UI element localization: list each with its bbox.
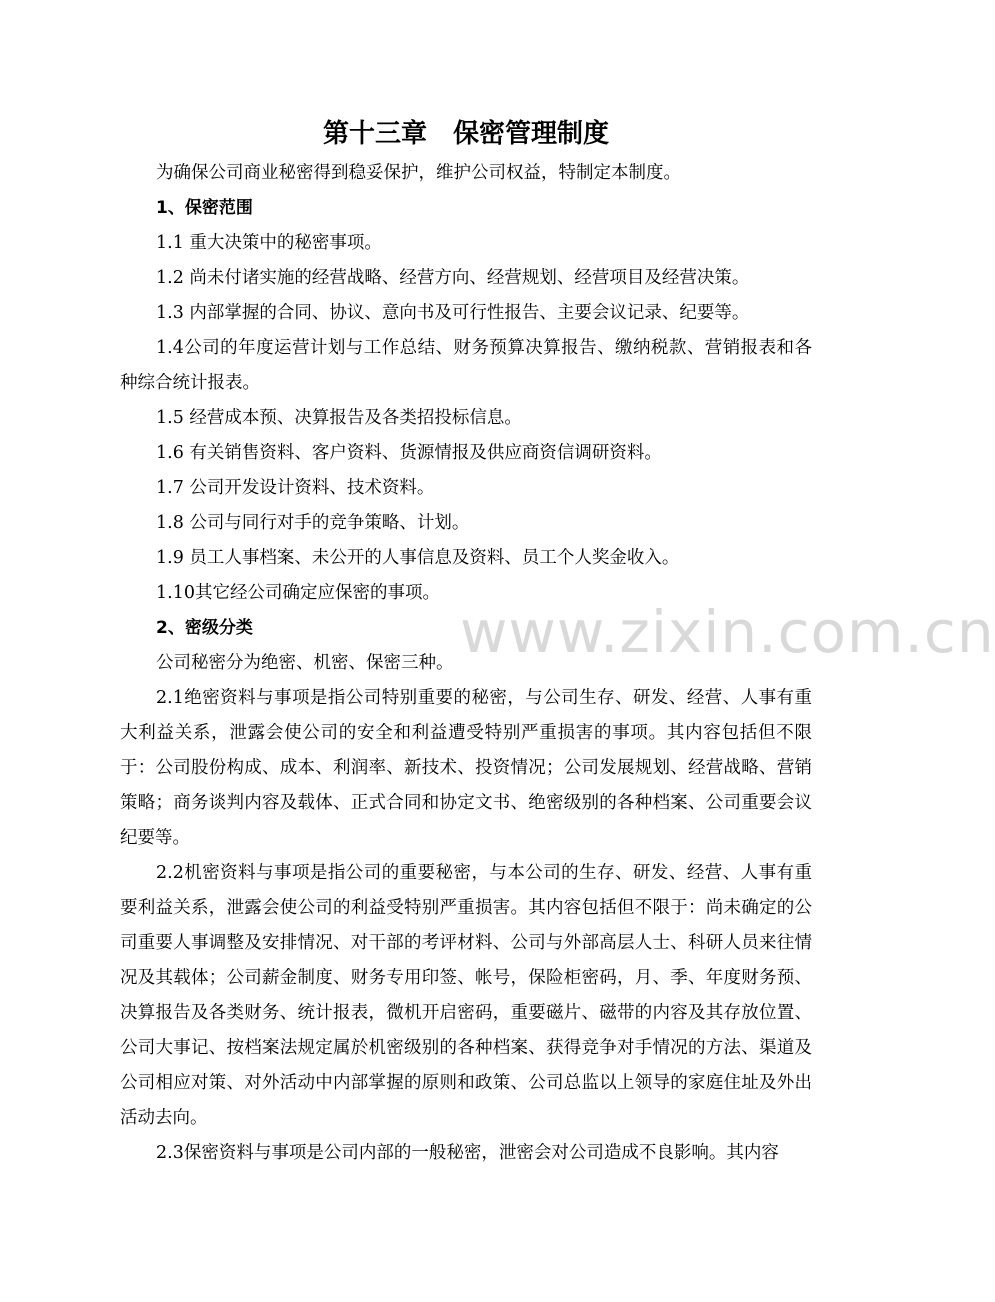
scope-item: 1.5 经营成本预、决算报告及各类招投标信息。: [156, 408, 522, 428]
scope-item: 1.3 内部掌握的合同、协议、意向书及可行性报告、主要会议记录、纪要等。: [156, 303, 750, 323]
scope-item: 1.2 尚未付诸实施的经营战略、经营方向、经营规划、经营项目及经营决策。: [156, 268, 750, 288]
scope-item: 1.4公司的年度运营计划与工作总结、财务预算决算报告、缴纳税款、营销报表和各种综合统计报表。: [120, 338, 812, 393]
classification-intro: 公司秘密分为绝密、机密、保密三种。: [156, 653, 454, 673]
watermark: www.zixin.com.cn: [460, 598, 995, 666]
intro-paragraph: 为确保公司商业秘密得到稳妥保护，维护公司权益，特制定本制度。: [156, 163, 681, 183]
section-heading-scope: 1、保密范围: [156, 198, 253, 218]
section-heading-classification: 2、密级分类: [156, 618, 253, 638]
classification-item-top-secret: 2.1绝密资料与事项是指公司特别重要的秘密，与公司生存、研发、经营、人事有重大利益关系，泄露会使公司的安全和利益遭受特别严重损害的事项。其内容包括但不限于：公司股份构成、成本、利润率、新技术、投资情况；公司发展规划、经营战略、营销策略；商务谈判内容及载体、正式合同和协定文书、绝密级别的各种档案、公司重要会议纪要等。: [120, 688, 812, 848]
scope-item: 1.10其它经公司确定应保密的事项。: [156, 583, 440, 603]
classification-item-confidential: 2.3保密资料与事项是公司内部的一般秘密，泄密会对公司造成不良影响。其内容: [156, 1143, 779, 1163]
page-title: 第十三章 保密管理制度: [322, 119, 609, 149]
document-body: [120, 112, 812, 1171]
classification-item-secret: 2.2机密资料与事项是指公司的重要秘密，与本公司的生存、研发、经营、人事有重要利益关系，泄露会使公司的利益受特别严重损害。其内容包括但不限于：尚未确定的公司重要人事调整及安排情况、对干部的考评材料、公司与外部高层人士、科研人员来往情况及其载体；公司薪金制度、财务专用印签、帐号，保险柜密码，月、季、年度财务预、决算报告及各类财务、统计报表，微机开启密码，重要磁片、磁带的内容及其存放位置、公司大事记、按档案法规定属於机密级别的各种档案、获得竞争对手情况的方法、渠道及公司相应对策、对外活动中内部掌握的原则和政策、公司总监以上领导的家庭住址及外出活动去向。: [120, 863, 812, 1128]
scope-item: 1.7 公司开发设计资料、技术资料。: [156, 478, 435, 498]
scope-item: 1.9 员工人事档案、未公开的人事信息及资料、员工个人奖金收入。: [156, 548, 680, 568]
scope-item: 1.6 有关销售资料、客户资料、货源情报及供应商资信调研资料。: [156, 443, 662, 463]
scope-item: 1.1 重大决策中的秘密事项。: [156, 233, 382, 253]
scope-item: 1.8 公司与同行对手的竞争策略、计划。: [156, 513, 470, 533]
